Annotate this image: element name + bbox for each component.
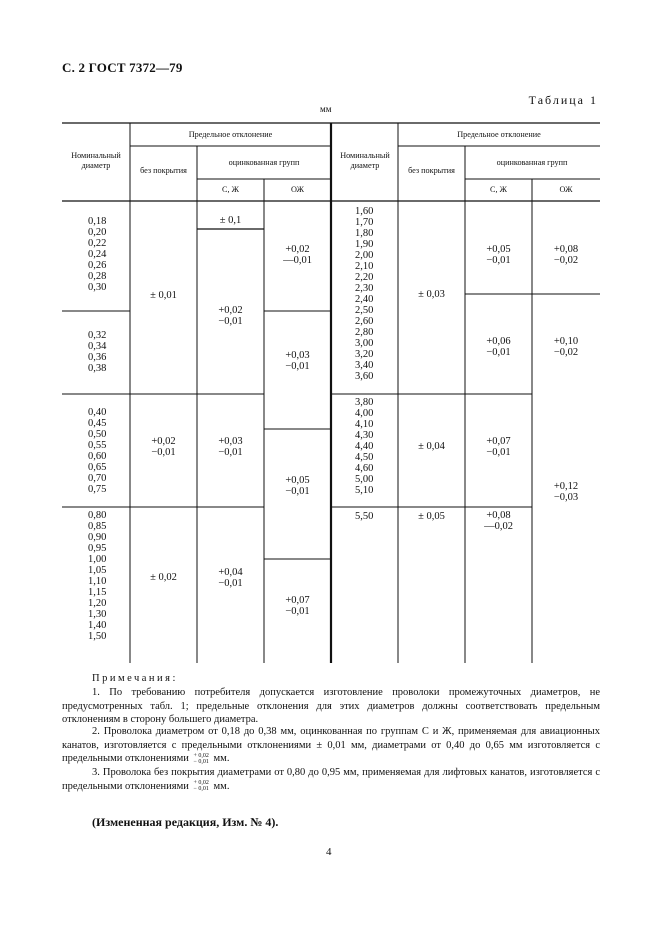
unit-label: мм — [320, 104, 332, 114]
diameter-value: 0,75 — [88, 484, 107, 495]
tolerance-value: ± 0,04 — [418, 441, 445, 452]
notes-title: Примечания: — [92, 673, 178, 684]
note-2 — [62, 725, 600, 766]
tolerance-upper: +0,06 — [486, 336, 511, 347]
col-nominal-left: Номинальный диаметр — [71, 151, 121, 170]
col-zinc-left: оцинкованная групп — [228, 158, 300, 167]
diameter-value: 0,90 — [88, 532, 107, 543]
tolerance-upper: +0,10 — [553, 336, 579, 347]
diameter-value: 0,95 — [88, 543, 107, 554]
diameter-value: 0,65 — [88, 462, 107, 473]
tolerance-value: ± 0,1 — [219, 215, 242, 226]
diameter-value: 4,40 — [355, 441, 374, 452]
diameter-value: 0,40 — [88, 407, 107, 418]
diameter-value: 1,90 — [355, 239, 374, 250]
note-3-text: 3. Проволока без покрытия диаметрами от 0,80 до 0,95 мм, применяемая для лифтовых канатов, изготовляется с предельными отклонениями — [62, 767, 600, 792]
diameter-value: 0,36 — [88, 352, 107, 363]
diameter-value: 4,60 — [355, 463, 374, 474]
tolerance-value — [465, 436, 532, 458]
diameter-value: 4,10 — [355, 419, 374, 430]
tolerance-value: ± 0,02 — [150, 572, 177, 583]
diameter-value: 2,10 — [355, 261, 374, 272]
tolerance-value — [197, 305, 264, 327]
fraction-bottom: − 0,01 — [193, 758, 209, 765]
tolerance-value — [197, 436, 264, 458]
col-sj-left: С, Ж — [222, 185, 239, 194]
diameter-value: 1,15 — [88, 587, 107, 598]
diameter-value: 0,38 — [88, 363, 107, 374]
tolerance-value — [532, 481, 600, 503]
table-caption: Таблица 1 — [528, 93, 598, 107]
diameter-list — [355, 397, 373, 496]
col-limit-dev-right: Предельное отклонение — [457, 129, 541, 139]
diameter-value: 2,30 — [355, 283, 374, 294]
diameter-value: 0,20 — [88, 227, 107, 238]
note-3 — [62, 766, 600, 793]
diameter-value: 1,10 — [88, 576, 107, 587]
diameter-value: 0,22 — [88, 238, 107, 249]
tolerance-lower: −0,02 — [553, 347, 579, 358]
diameter-value: 2,50 — [355, 305, 374, 316]
tolerance-lower: −0,01 — [486, 347, 511, 358]
note-3-end: мм. — [213, 780, 230, 792]
diameter-value: 1,50 — [88, 631, 107, 642]
tolerance-value: ± 0,01 — [150, 290, 177, 301]
diameter-list — [88, 216, 106, 293]
tolerance-upper: +0,08 — [553, 244, 579, 255]
diameter-value: 1,80 — [355, 228, 374, 239]
tolerance-lower: −0,01 — [218, 578, 243, 589]
tolerance-value — [465, 510, 532, 532]
diameter-list — [355, 511, 373, 522]
tolerance-lower: −0,02 — [553, 255, 579, 266]
tolerance-value — [264, 350, 331, 372]
diameter-list — [88, 510, 106, 642]
col-limit-dev-left: Предельное отклонение — [188, 129, 273, 139]
tolerance-upper: +0,05 — [285, 475, 310, 486]
diameter-value: 3,20 — [355, 349, 374, 360]
fraction-top: + 0,02 — [193, 780, 209, 787]
diameter-value: 0,24 — [88, 249, 107, 260]
diameter-value: 5,10 — [355, 485, 374, 496]
page-number: 4 — [326, 846, 332, 858]
diameter-value: 4,50 — [355, 452, 374, 463]
diameter-value: 2,80 — [355, 327, 374, 338]
tolerance-lower: −0,03 — [553, 492, 579, 503]
tolerance-value — [264, 595, 331, 617]
tolerance-value — [465, 336, 532, 358]
tolerance-fraction — [194, 780, 209, 792]
diameter-value: 2,40 — [355, 294, 374, 305]
diameter-value: 3,60 — [355, 371, 374, 382]
diameter-value: 0,70 — [88, 473, 107, 484]
tolerance-lower: −0,01 — [285, 361, 310, 372]
tolerance-value — [197, 567, 264, 589]
col-sj-right: С, Ж — [490, 185, 507, 194]
tolerance-value — [532, 336, 600, 358]
tolerance-lower: —0,01 — [283, 255, 312, 266]
tolerance-fraction — [194, 753, 209, 765]
diameter-list — [88, 407, 106, 495]
tolerance-lower: −0,01 — [486, 255, 511, 266]
tolerance-lower: −0,01 — [285, 606, 310, 617]
note-2-end: мм. — [213, 753, 230, 764]
tolerance-lower: −0,01 — [218, 316, 243, 327]
tolerance-upper: +0,02 — [151, 436, 176, 447]
diameter-value: 1,05 — [88, 565, 107, 576]
diameter-value: 1,00 — [88, 554, 107, 565]
tolerance-upper: +0,07 — [486, 436, 511, 447]
diameter-value: 2,60 — [355, 316, 374, 327]
tolerance-lower: —0,02 — [484, 521, 513, 532]
diameter-value: 0,80 — [88, 510, 107, 521]
diameter-value: 0,50 — [88, 429, 107, 440]
diameter-value: 1,20 — [88, 598, 107, 609]
tolerance-upper: +0,04 — [218, 567, 243, 578]
diameter-value: 0,85 — [88, 521, 107, 532]
col-zinc-right: оцинкованная групп — [496, 158, 568, 167]
tolerance-upper: +0,08 — [486, 510, 511, 521]
diameter-value: 1,40 — [88, 620, 107, 631]
diameter-value: 4,00 — [355, 408, 374, 419]
tolerance-lower: −0,01 — [486, 447, 511, 458]
note-1: 1. По требованию потребителя допускается изготовление проволоки промежуточных диаметров, не предусмотренных табл. 1; предельные отклонения для этих диаметров должны соответствовать предельным отклонениям в сторону большего диаметра. — [62, 687, 600, 725]
diameter-value: 0,34 — [88, 341, 107, 352]
diameter-value: 2,00 — [355, 250, 374, 261]
tolerance-value — [532, 244, 600, 266]
diameter-value: 3,80 — [355, 397, 374, 408]
col-no-coating-right: без покрытия — [408, 166, 455, 175]
diameter-value: 0,30 — [88, 282, 107, 293]
tolerance-upper: +0,03 — [285, 350, 310, 361]
diameter-value: 0,18 — [88, 216, 107, 227]
diameter-value: 1,70 — [355, 217, 374, 228]
tolerance-lower: −0,01 — [285, 486, 310, 497]
tolerance-value — [264, 475, 331, 497]
diameter-value: 0,28 — [88, 271, 107, 282]
tolerance-lower: −0,01 — [218, 447, 243, 458]
tolerance-upper: +0,02 — [218, 305, 243, 316]
diameter-value: 1,30 — [88, 609, 107, 620]
diameter-value: 3,00 — [355, 338, 374, 349]
diameter-value: 0,55 — [88, 440, 107, 451]
col-nominal-right: Номинальный диаметр — [340, 151, 390, 170]
tolerance-upper: +0,07 — [285, 595, 310, 606]
col-no-coating-left: без покрытия — [140, 166, 187, 175]
diameter-value: 1,60 — [355, 206, 374, 217]
diameter-value: 0,60 — [88, 451, 107, 462]
tolerance-upper: +0,03 — [218, 436, 243, 447]
diameter-value: 0,45 — [88, 418, 107, 429]
tolerance-value — [264, 244, 331, 266]
note-2-text: 2. Проволока диаметром от 0,18 до 0,38 мм, оцинкованная по группам С и Ж, применяемая для авиационных канатов, изготовляется с предельными отклонениями ± 0,01 мм, диаметрами от 0,40 до 0,65 мм изготовляется с предельными отклонениями — [62, 726, 600, 764]
tolerance-value — [465, 244, 532, 266]
col-oj-left: ОЖ — [290, 185, 305, 194]
fraction-top: + 0,02 — [193, 752, 209, 759]
document-header: С. 2 ГОСТ 7372—79 — [62, 60, 183, 75]
diameter-value: 3,40 — [355, 360, 374, 371]
diameter-value: 5,00 — [355, 474, 374, 485]
diameter-value: 0,32 — [88, 330, 107, 341]
amendment-note: (Измененная редакция, Изм. № 4). — [92, 815, 279, 829]
tolerance-value — [130, 436, 197, 458]
diameter-value: 4,30 — [355, 430, 374, 441]
diameter-list — [355, 206, 373, 382]
diameter-value: 0,26 — [88, 260, 107, 271]
tolerance-lower: −0,01 — [151, 447, 176, 458]
tolerance-upper: +0,02 — [285, 244, 310, 255]
diameter-value: 2,20 — [355, 272, 374, 283]
diameter-list — [88, 330, 106, 374]
diameter-value: 5,50 — [355, 511, 374, 522]
fraction-bottom: − 0,01 — [193, 786, 209, 793]
tolerance-value: ± 0,05 — [418, 511, 445, 522]
tolerance-value: ± 0,03 — [418, 289, 445, 300]
tolerance-upper: +0,05 — [486, 244, 511, 255]
col-oj-right: ОЖ — [559, 185, 573, 194]
tolerance-upper: +0,12 — [553, 481, 579, 492]
